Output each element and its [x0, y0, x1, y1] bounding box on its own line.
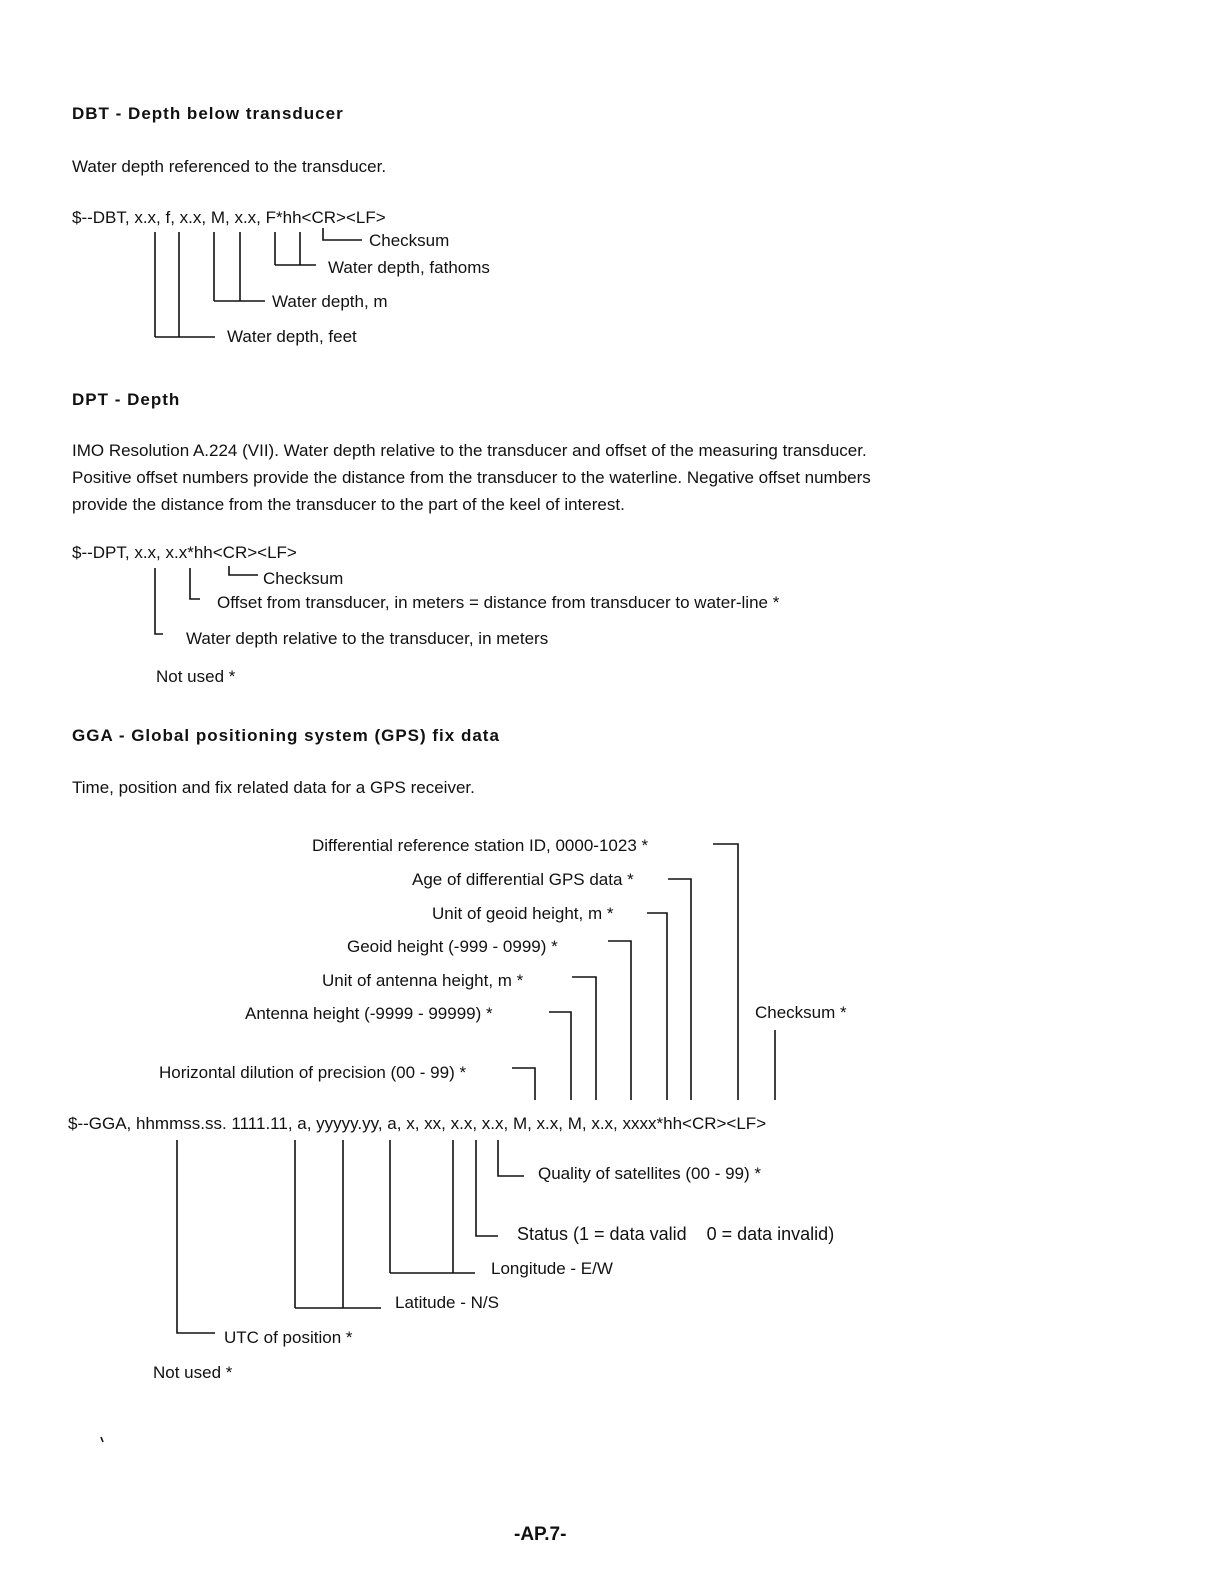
dpt-description-line: provide the distance from the transducer to the part of the keel of interest.	[72, 495, 625, 514]
gga-geoid-unit-label: Unit of geoid height, m *	[432, 904, 614, 923]
gga-status-label: Status (1 = data valid 0 = data invalid)	[517, 1224, 835, 1244]
gga-description: Time, position and fix related data for a GPS receiver.	[72, 778, 475, 797]
page-number: -AP.7-	[514, 1524, 567, 1545]
dbt-fathoms-label: Water depth, fathoms	[328, 258, 490, 277]
gga-hdop-label: Horizontal dilution of precision (00 - 99) *	[159, 1063, 467, 1082]
gga-satellites-label: Quality of satellites (00 - 99) *	[538, 1164, 761, 1183]
gga-diff-station-label: Differential reference station ID, 0000-1023 *	[312, 836, 649, 855]
gga-geoid-height-label: Geoid height (-999 - 0999) *	[347, 937, 558, 956]
dpt-sentence: $--DPT, x.x, x.x*hh<CR><LF>	[72, 543, 297, 562]
gga-utc-label: UTC of position *	[224, 1328, 353, 1347]
gga-antenna-height-label: Antenna height (-9999 - 99999) *	[245, 1004, 493, 1023]
dbt-meters-label: Water depth, m	[272, 292, 388, 311]
dpt-heading: DPT - Depth	[72, 390, 181, 409]
gga-sentence: $--GGA, hhmmss.ss. 1111.11, a, yyyyy.yy, a, x, xx, x.x, x.x, M, x.x, M, x.x, xxxx*hh<CR><LF>	[68, 1114, 767, 1133]
dbt-sentence: $--DBT, x.x, f, x.x, M, x.x, F*hh<CR><LF>	[72, 208, 386, 227]
gga-latitude-label: Latitude - N/S	[395, 1293, 499, 1312]
gga-diff-age-label: Age of differential GPS data *	[412, 870, 634, 889]
dbt-checksum-label: Checksum	[369, 231, 450, 250]
gga-checksum-label: Checksum *	[755, 1003, 847, 1022]
dpt-description	[72, 437, 871, 518]
dpt-not-used: Not used *	[156, 667, 236, 686]
dbt-description: Water depth referenced to the transducer.	[72, 157, 387, 176]
gga-longitude-label: Longitude - E/W	[491, 1259, 613, 1278]
dpt-depth-label: Water depth relative to the transducer, in meters	[186, 629, 549, 648]
dbt-heading: DBT - Depth below transducer	[72, 104, 344, 123]
dpt-offset-label: Offset from transducer, in meters = distance from transducer to water-line *	[217, 593, 780, 612]
gga-antenna-unit-label: Unit of antenna height, m *	[322, 971, 524, 990]
dbt-feet-label: Water depth, feet	[227, 327, 357, 346]
gga-not-used: Not used *	[153, 1363, 233, 1382]
dpt-description-line: IMO Resolution A.224 (VII). Water depth relative to the transducer and offset of the measuring transducer.	[72, 441, 867, 460]
gga-heading: GGA - Global positioning system (GPS) fix data	[72, 726, 500, 745]
dpt-description-line: Positive offset numbers provide the distance from the transducer to the waterline. Negative offset numbers	[72, 468, 871, 487]
dpt-checksum-label: Checksum	[263, 569, 344, 588]
